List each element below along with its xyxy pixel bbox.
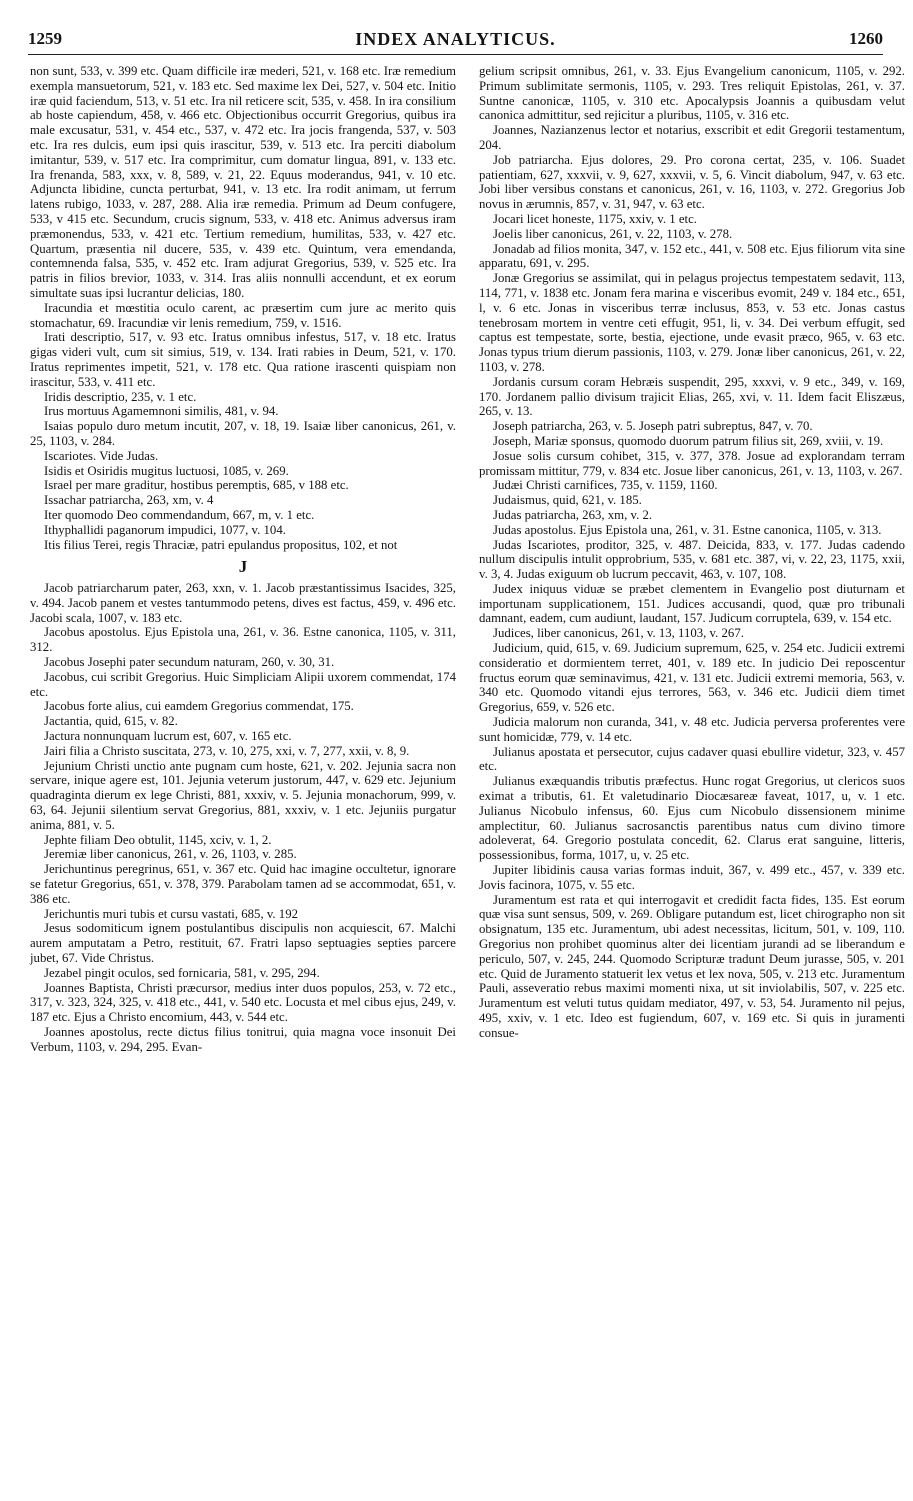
index-entry: Josue solis cursum cohibet, 315, v. 377, 378. Josue ad explorandam terram promissam mittitur, 779, v. 834 etc. Josue liber canonicus, 261, v. 13, 1103, v. 267. bbox=[479, 448, 905, 478]
index-entry: Judicia malorum non curanda, 341, v. 48 etc. Judicia perversa proferentes vere sunt homicidæ, 779, v. 14 etc. bbox=[479, 715, 905, 744]
index-entry: Jesus sodomiticum ignem postulantibus discipulis non acquiescit, 67. Malchi aurem amputatam a Petro, restituit, 67. Fratri lapso septuagies septies parcere jubet, 67. Vide Christus. bbox=[30, 921, 456, 966]
index-entry: Joannes Baptista, Christi præcursor, medius inter duos populos, 253, v. 72 etc., 317, v. 323, 324, 325, v. 418 etc., 441, v. 540 etc. Locusta et mel cibus ejus, 249, v. 187 etc. Ejus a Christo encomium, 443, v. 544 etc. bbox=[30, 980, 456, 1025]
index-entry: Judas apostolus. Ejus Epistola una, 261, v. 31. Estne canonica, 1105, v. 313. bbox=[493, 522, 882, 537]
index-entry: Jacobus forte alius, cui eamdem Gregorius commendat, 175. bbox=[44, 699, 354, 714]
index-entry: Jonadab ad filios monita, 347, v. 152 etc., 441, v. 508 etc. Ejus filiorum vita sine apparatu, 691, v. 295. bbox=[479, 241, 905, 271]
index-entry: Irati descriptio, 517, v. 93 etc. Iratus omnibus infestus, 517, v. 18 etc. Iratus gigas videri vult, cum sit simius, 519, v. 134. Irati rabies in Deum, 521, v. 170. Iratus reprimentes impetit, 521, v. 178 etc. Qua ratione irascenti quispiam non irascitur, 533, v. 411 etc. bbox=[30, 330, 456, 389]
left-column bbox=[30, 64, 456, 1055]
index-entry: Jerichuntis muri tubis et cursu vastati, 685, v. 192 bbox=[44, 906, 299, 921]
index-entry: Issachar patriarcha, 263, xm, v. 4 bbox=[44, 493, 214, 508]
right-entries bbox=[479, 64, 905, 1041]
index-entry: Jocari licet honeste, 1175, xxiv, v. 1 etc. bbox=[493, 211, 697, 226]
index-entry: Judas patriarcha, 263, xm, v. 2. bbox=[493, 507, 653, 522]
index-entry: Iridis descriptio, 235, v. 1 etc. bbox=[44, 389, 197, 404]
index-entry: Ithyphallidi paganorum impudici, 1077, v. 104. bbox=[44, 522, 286, 537]
page-number-left: 1259 bbox=[28, 29, 62, 48]
index-entry: Iracundia et mœstitia oculo carent, ac præsertim cum jure ac merito quis stomachatur, 69. Iracundiæ vir lenis remedium, 759, v. 1516. bbox=[30, 300, 456, 330]
index-entry: Jairi filia a Christo suscitata, 273, v. 10, 275, xxi, v. 7, 277, xxii, v. 8, 9. bbox=[44, 743, 410, 758]
index-entry: Julianus apostata et persecutor, cujus cadaver quasi ebullire videtur, 323, v. 457 etc. bbox=[479, 744, 905, 774]
index-entry: Judices, liber canonicus, 261, v. 13, 1103, v. 267. bbox=[493, 626, 744, 641]
left-entries-after bbox=[30, 581, 456, 1055]
index-entry: Jacob patriarcharum pater, 263, xxn, v. 1. Jacob præstantissimus Isacides, 325, v. 494. Jacob panem et vestes tantummodo petens, dives est factus, 459, v. 496 etc. Jacobi scala, 1007, v. 183 etc. bbox=[30, 581, 456, 625]
section-letter: J bbox=[238, 557, 248, 577]
index-entry: Joseph patriarcha, 263, v. 5. Joseph patri subreptus, 847, v. 70. bbox=[493, 419, 813, 434]
index-entry: Joelis liber canonicus, 261, v. 22, 1103, v. 278. bbox=[493, 226, 733, 241]
index-entry: Irus mortuus Agamemnoni similis, 481, v. 94. bbox=[44, 404, 279, 419]
index-entry: Iter quomodo Deo commendandum, 667, m, v. 1 etc. bbox=[44, 507, 315, 522]
running-title: INDEX ANALYTICUS. bbox=[355, 29, 556, 49]
index-entry: Judas Iscariotes, proditor, 325, v. 487. Deicida, 833, v. 177. Judas cadendo nullum discipulis intulit opprobrium, 535, v. 681 etc. 387, vi, v. 22, 23, 1175, xxii, v. 3, 4. Judas exiguum ob lucrum peccavit, 463, v. 107, 108. bbox=[479, 537, 905, 582]
page-number-right: 1260 bbox=[849, 29, 883, 48]
index-entry: Joannes, Nazianzenus lector et notarius, exscribit et edit Gregorii testamentum, 204. bbox=[479, 123, 905, 152]
index-entry: Itis filius Terei, regis Thraciæ, patri epulandus propositus, 102, et not bbox=[44, 537, 398, 552]
index-entry: Julianus exæquandis tributis præfectus. Hunc rogat Gregorius, ut clericos suos eximat a tributis, 61. Et valetudinario Diocæsareæ faveat, 1017, u, v. 1 etc. Julianus Nicobulo infensus, 60. Ejus cum Nicobulo dissensionem minime amplectitur, 60. Julianus sacrosanctis parentibus natus cum divino timore adoleverat, 64. Gregorio postulata concedit, 62. Clarus erat sanguine, litteris, possessionibus, forma, 1017, u, v. 25 etc. bbox=[479, 774, 905, 863]
index-entry: Judex iniquus viduæ se præbet clementem in Evangelio post diuturnam et importunam supplicationem, 151. Judices accusandi, quod, quæ pro tribunali damnant, eadem, cum audiunt, laudant, 157. Judicum corruptela, 639, v. 154 etc. bbox=[479, 581, 905, 626]
index-entry: Jactantia, quid, 615, v. 82. bbox=[44, 714, 178, 729]
index-entry: Judæi Christi carnifices, 735, v. 1159, 1160. bbox=[493, 478, 718, 493]
index-entry: Judaismus, quid, 621, v. 185. bbox=[493, 493, 642, 508]
left-entries-before bbox=[30, 64, 456, 552]
index-entry: Jezabel pingit oculos, sed fornicaria, 581, v. 295, 294. bbox=[44, 965, 320, 980]
index-entry: non sunt, 533, v. 399 etc. Quam difficile iræ mederi, 521, v. 168 etc. Iræ remedium exempla mansuetorum, 521, v. 183 etc. Sed maxime lex Dei, 527, v. 504 etc. Initio iræ quid faciendum, 513, v. 51 etc. Ira nil reticere scit, 535, v. 458. In ira consilium ab hoste capiendum, 458, v. 466 etc. Objectionibus occurrit Gregorius, quibus ira male excusatur, 531, v. 454 etc., 537, v. 472 etc. Ira jocis frangenda, 537, v. 503 etc. Ira res dulcis, eum ipsi quis irascitur, 539, v. 513 etc. Ira perciti diabolum imitantur, 539, v. 517 etc. Ira comprimitur, cum domatur lingua, 891, v. 133 etc. Ira frenanda, 583, xxx, v. 8, 589, v. 21, 22. Equus moderandus, 941, v. 10 etc. Adjuncta libidine, cuncta perturbat, 941, v. 13 etc. Ira rodit animam, ut ferrum latens rubigo, 1033, v. 287, 288. Alia iræ remedia. Primum ad Deum confugere, 533, v 415 etc. Secundum, crucis signum, 533, v. 418 etc. Animus adversus iram præmonendus, 533, v. 421 etc. Tertium remedium, humilitas, 533, v. 427 etc. Quartum, præsentia nil ducere, 535, v. 439 etc. Quintum, vera emendanda, contemnenda falsa, 535, v. 452 etc. Iram adjurat Gregorius, 539, v. 525 etc. Ira patris in filios brevior, 1033, v. 314. Iras aliis nonnulli accendunt, et ex eorum simultate suas ipsi lucrantur delicias, 180. bbox=[30, 64, 456, 300]
index-entry: Jacobus Josephi pater secundum naturam, 260, v. 30, 31. bbox=[44, 655, 335, 670]
index-entry: Jupiter libidinis causa varias formas induit, 367, v. 499 etc., 457, v. 339 etc. Jovis facinora, 1075, v. 55 etc. bbox=[479, 863, 905, 892]
index-entry: Jeremiæ liber canonicus, 261, v. 26, 1103, v. 285. bbox=[44, 847, 297, 862]
index-entry: Isidis et Osiridis mugitus luctuosi, 1085, v. 269. bbox=[44, 463, 289, 478]
index-entry: Israel per mare graditur, hostibus peremptis, 685, v 188 etc. bbox=[44, 478, 349, 493]
index-entry: Iscariotes. Vide Judas. bbox=[44, 448, 159, 463]
index-entry: Judicium, quid, 615, v. 69. Judicium supremum, 625, v. 254 etc. Judicii extremi consideratio et dormientem terret, 401, v. 189 etc. In judicio Dei reposcentur fructus eorum quæ seminavimus, 421, v. 131 etc. Judicii extremi memoria, 563, v. 340 etc. Quomodo vitandi ejus terrores, 563, v. 346 etc. Judicii diem timet Gregorius, 659, v. 526 etc. bbox=[479, 641, 905, 715]
index-entry: Joseph, Mariæ sponsus, quomodo duorum patrum filius sit, 269, xviii, v. 19. bbox=[493, 433, 884, 448]
index-entry: gelium scripsit omnibus, 261, v. 33. Ejus Evangelium canonicum, 1105, v. 292. Primum sublimitate sermonis, 1105, v. 293. Tres reliquit Epistolas, 261, v. 37. Suntne canonicæ, 1105, v. 310 etc. Apocalypsis Joannis a quibusdam velut canonica admittitur, sed rejicitur a pluribus, 1105, v. 316 etc. bbox=[479, 64, 905, 123]
index-entry: Jacobus apostolus. Ejus Epistola una, 261, v. 36. Estne canonica, 1105, v. 311, 312. bbox=[30, 625, 456, 655]
index-entry: Jonæ Gregorius se assimilat, qui in pelagus projectus tempestatem sedavit, 113, 114, 771, v. 1838 etc. Jonam fera marina e visceribus evomit, 249 v. 184 etc., 651, l, v. 6 etc. Jonas in visceribus terræ inclusus, 853, v. 53 etc. Jonas castus tenebrosam mortem in ventre ceti effugit, 951, li, v. 34. Dei verbum effugit, sed captus est tempestate, sorte, bestia, ejectione, unde evasit præco, 965, v. 63 etc. Jonas typus trium dierum passionis, 1103, v. 279. Jonæ liber canonicus, 261, v. 22, 1103, v. 278. bbox=[479, 271, 905, 374]
index-entry: Isaias populo duro metum incutit, 207, v. 18, 19. Isaiæ liber canonicus, 261, v. 25, 1103, v. 284. bbox=[30, 419, 456, 448]
running-header bbox=[28, 28, 883, 55]
index-entry: Jactura nonnunquam lucrum est, 607, v. 165 etc. bbox=[44, 729, 292, 744]
index-entry: Jerichuntinus peregrinus, 651, v. 367 etc. Quid hac imagine occultetur, ignorare se fatetur Gregorius, 651, v. 378, 379. Parabolam tamen ad se accommodat, 651, v. 386 etc. bbox=[30, 862, 456, 906]
index-entry: Jacobus, cui scribit Gregorius. Huic Simpliciam Alipii uxorem commendat, 174 etc. bbox=[30, 669, 456, 699]
index-entry: Jejunium Christi unctio ante pugnam cum hoste, 621, v. 202. Jejunia sacra non servare, inique agere est, 101. Jejunia veterum justorum, 447, v. 629 etc. Jejunium quadraginta dierum ex lege Christi, 881, xxxiv, v. 5. Jejunia monachorum, 999, v. 63, 64. Jejunii silentium servat Gregorius, 881, xxxiv, v. 1 etc. Jejuniis purgatur anima, 881, v. 5. bbox=[30, 758, 456, 832]
index-entry: Jephte filiam Deo obtulit, 1145, xciv, v. 1, 2. bbox=[44, 832, 272, 847]
right-column bbox=[479, 64, 905, 1041]
index-entry: Juramentum est rata et qui interrogavit et credidit facta fides, 135. Est eorum quæ visa sunt sensus, 509, v. 269. Obligare putandum est, licet chirographo non sit obsignatum, 135 etc. Juramentum, ubi adest necessitas, licitum, 501, v. 109, 110. Gregorius non prohibet quominus alter dei licentiam jurandi ad se liberandum e periculo, 507, v. 245, 244. Quomodo Scripturæ tradunt Deum jurasse, 505, v. 201 etc. Quid de Juramento statuerit lex vetus et lex nova, 505, v. 213 etc. Juramentum Pauli, asseveratio rebus maximi momenti nixa, ut sit inviolabilis, 507, v. 225 etc. Juramentum est veluti tutus quidam mediator, 497, v. 53, 54. Juramento nil pejus, 495, xxiv, v. 1 etc. Ideo est fugiendum, 607, v. 169 etc. Si quis in juramenti consue- bbox=[479, 892, 905, 1040]
index-entry: Jordanis cursum coram Hebræis suspendit, 295, xxxvi, v. 9 etc., 349, v. 169, 170. Jordanem pallio divisum trajicit Elias, 265, xvi, v. 11. Idem facit Eliszæus, 265, v. 13. bbox=[479, 374, 905, 419]
index-entry: Joannes apostolus, recte dictus filius tonitrui, quia magna voce insonuit Dei Verbum, 1103, v. 294, 295. Evan- bbox=[30, 1025, 456, 1054]
index-entry: Job patriarcha. Ejus dolores, 29. Pro corona certat, 235, v. 106. Suadet patientiam, 627, xxxvii, v. 9, 627, xxxvii, v. 5, 6. Vincit diabolum, 947, v. 63 etc. Jobi liber versibus constans et canonicus, 261, v. 16, 1103, v. 272. Gregorius Job novus in ærumnis, 857, v. 31, 947, v. 63 etc. bbox=[479, 152, 905, 212]
